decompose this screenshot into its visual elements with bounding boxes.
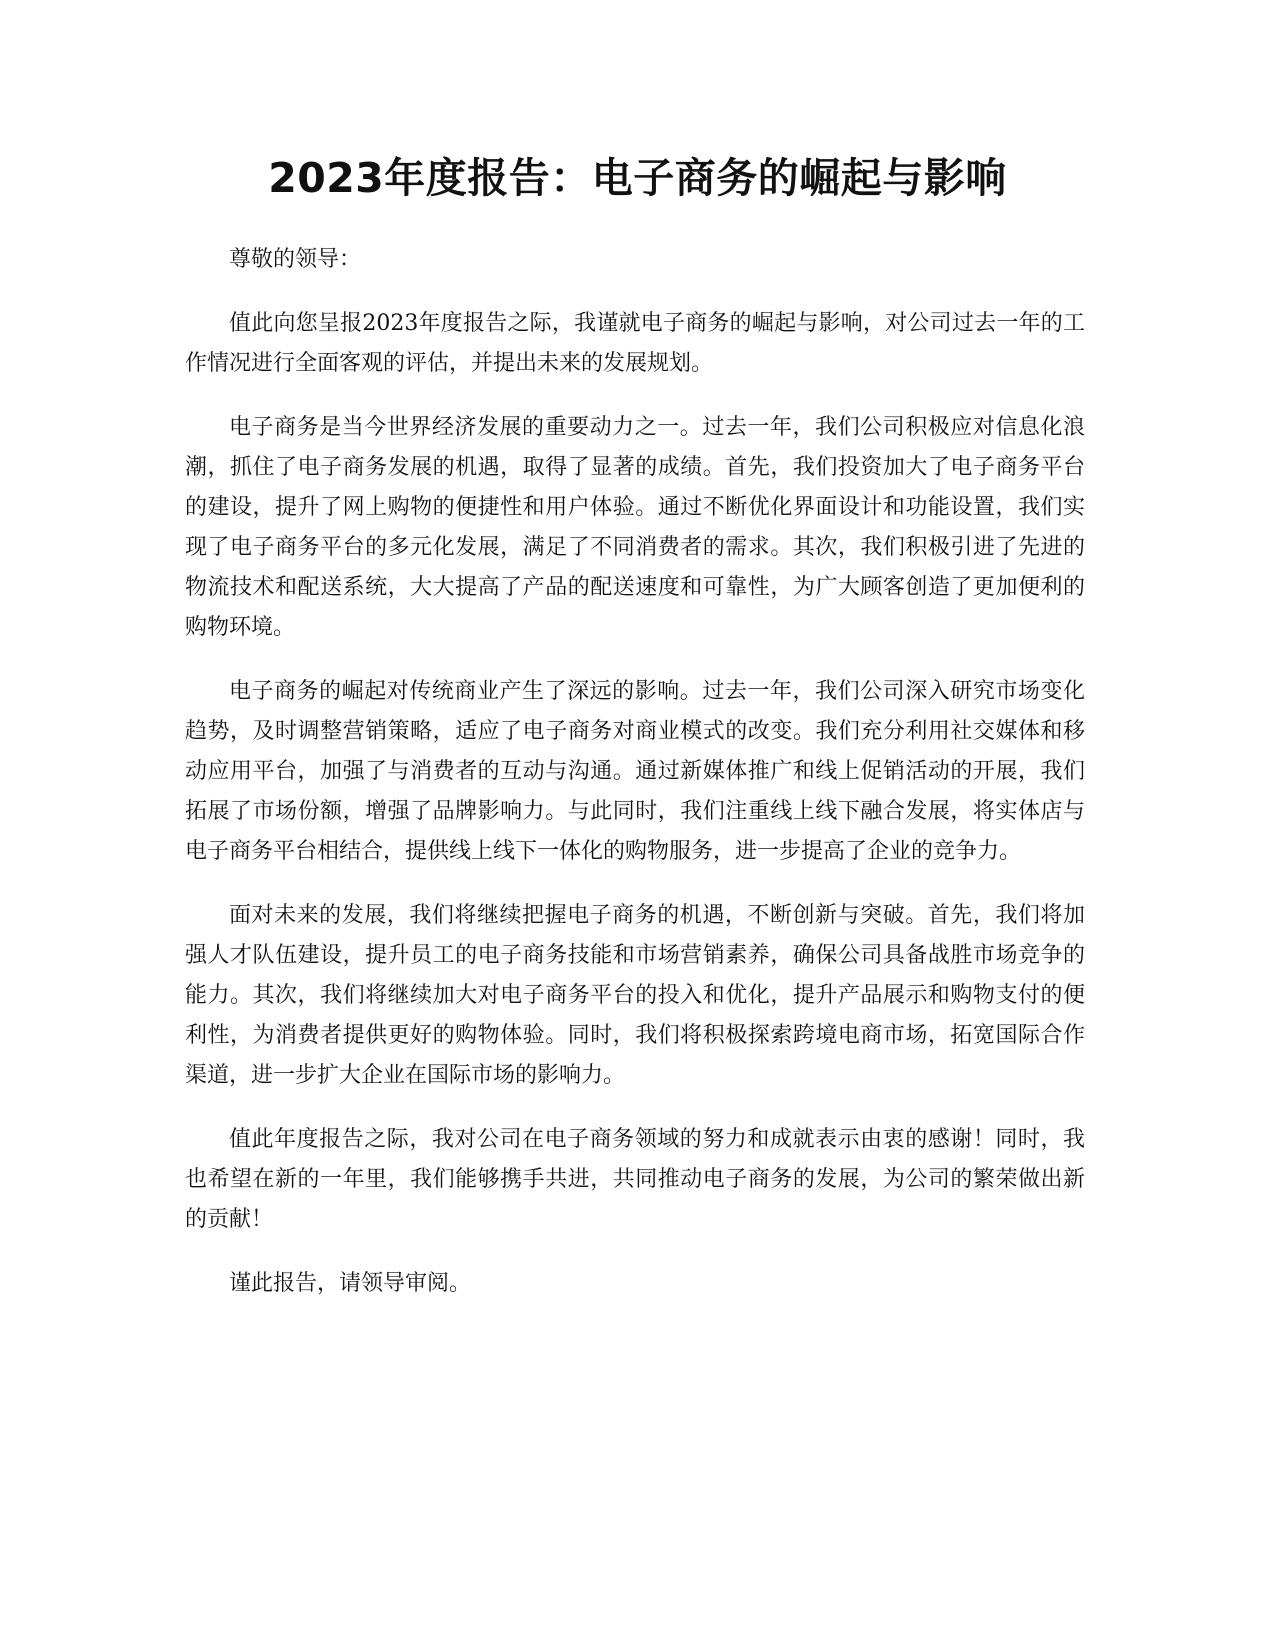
closing-line: 谨此报告，请领导审阅。 — [229, 1271, 472, 1296]
paragraph-intro: 值此向您呈报2023年度报告之际，我谨就电子商务的崛起与影响，对公司过去一年的工作情况进行全面客观的评估，并提出未来的发展规划。 — [185, 311, 1085, 376]
paragraph-achievements: 电子商务是当今世界经济发展的重要动力之一。过去一年，我们公司积极应对信息化浪潮，抓住了电子商务发展的机遇，取得了显著的成绩。首先，我们投资加大了电子商务平台的建设，提升了网上购物的便捷性和用户体验。通过不断优化界面设计和功能设置，我们实现了电子商务平台的多元化发展，满足了不同消费者的需求。其次，我们积极引进了先进的物流技术和配送系统，大大提高了产品的配送速度和可靠性，为广大顾客创造了更加便利的购物环境。 — [185, 415, 1085, 640]
document-title: 2023年度报告：电子商务的崛起与影响 — [268, 154, 1007, 202]
salutation: 尊敬的领导： — [229, 247, 362, 272]
paragraph-thanks: 值此年度报告之际，我对公司在电子商务领域的努力和成就表示由衷的感谢！同时，我也希望在新的一年里，我们能够携手共进，共同推动电子商务的发展，为公司的繁荣做出新的贡献！ — [185, 1127, 1085, 1232]
paragraph-future: 面对未来的发展，我们将继续把握电子商务的机遇，不断创新与突破。首先，我们将加强人才队伍建设，提升员工的电子商务技能和市场营销素养，确保公司具备战胜市场竞争的能力。其次，我们将继续加大对电子商务平台的投入和优化，提升产品展示和购物支付的便利性，为消费者提供更好的购物体验。同时，我们将积极探索跨境电商市场，拓宽国际合作渠道，进一步扩大企业在国际市场的影响力。 — [185, 903, 1085, 1088]
paragraph-impact: 电子商务的崛起对传统商业产生了深远的影响。过去一年，我们公司深入研究市场变化趋势，及时调整营销策略，适应了电子商务对商业模式的改变。我们充分利用社交媒体和移动应用平台，加强了与消费者的互动与沟通。通过新媒体推广和线上促销活动的开展，我们拓展了市场份额，增强了品牌影响力。与此同时，我们注重线上线下融合发展，将实体店与电子商务平台相结合，提供线上线下一体化的购物服务，进一步提高了企业的竞争力。 — [185, 679, 1085, 864]
document-body — [185, 240, 1085, 1328]
